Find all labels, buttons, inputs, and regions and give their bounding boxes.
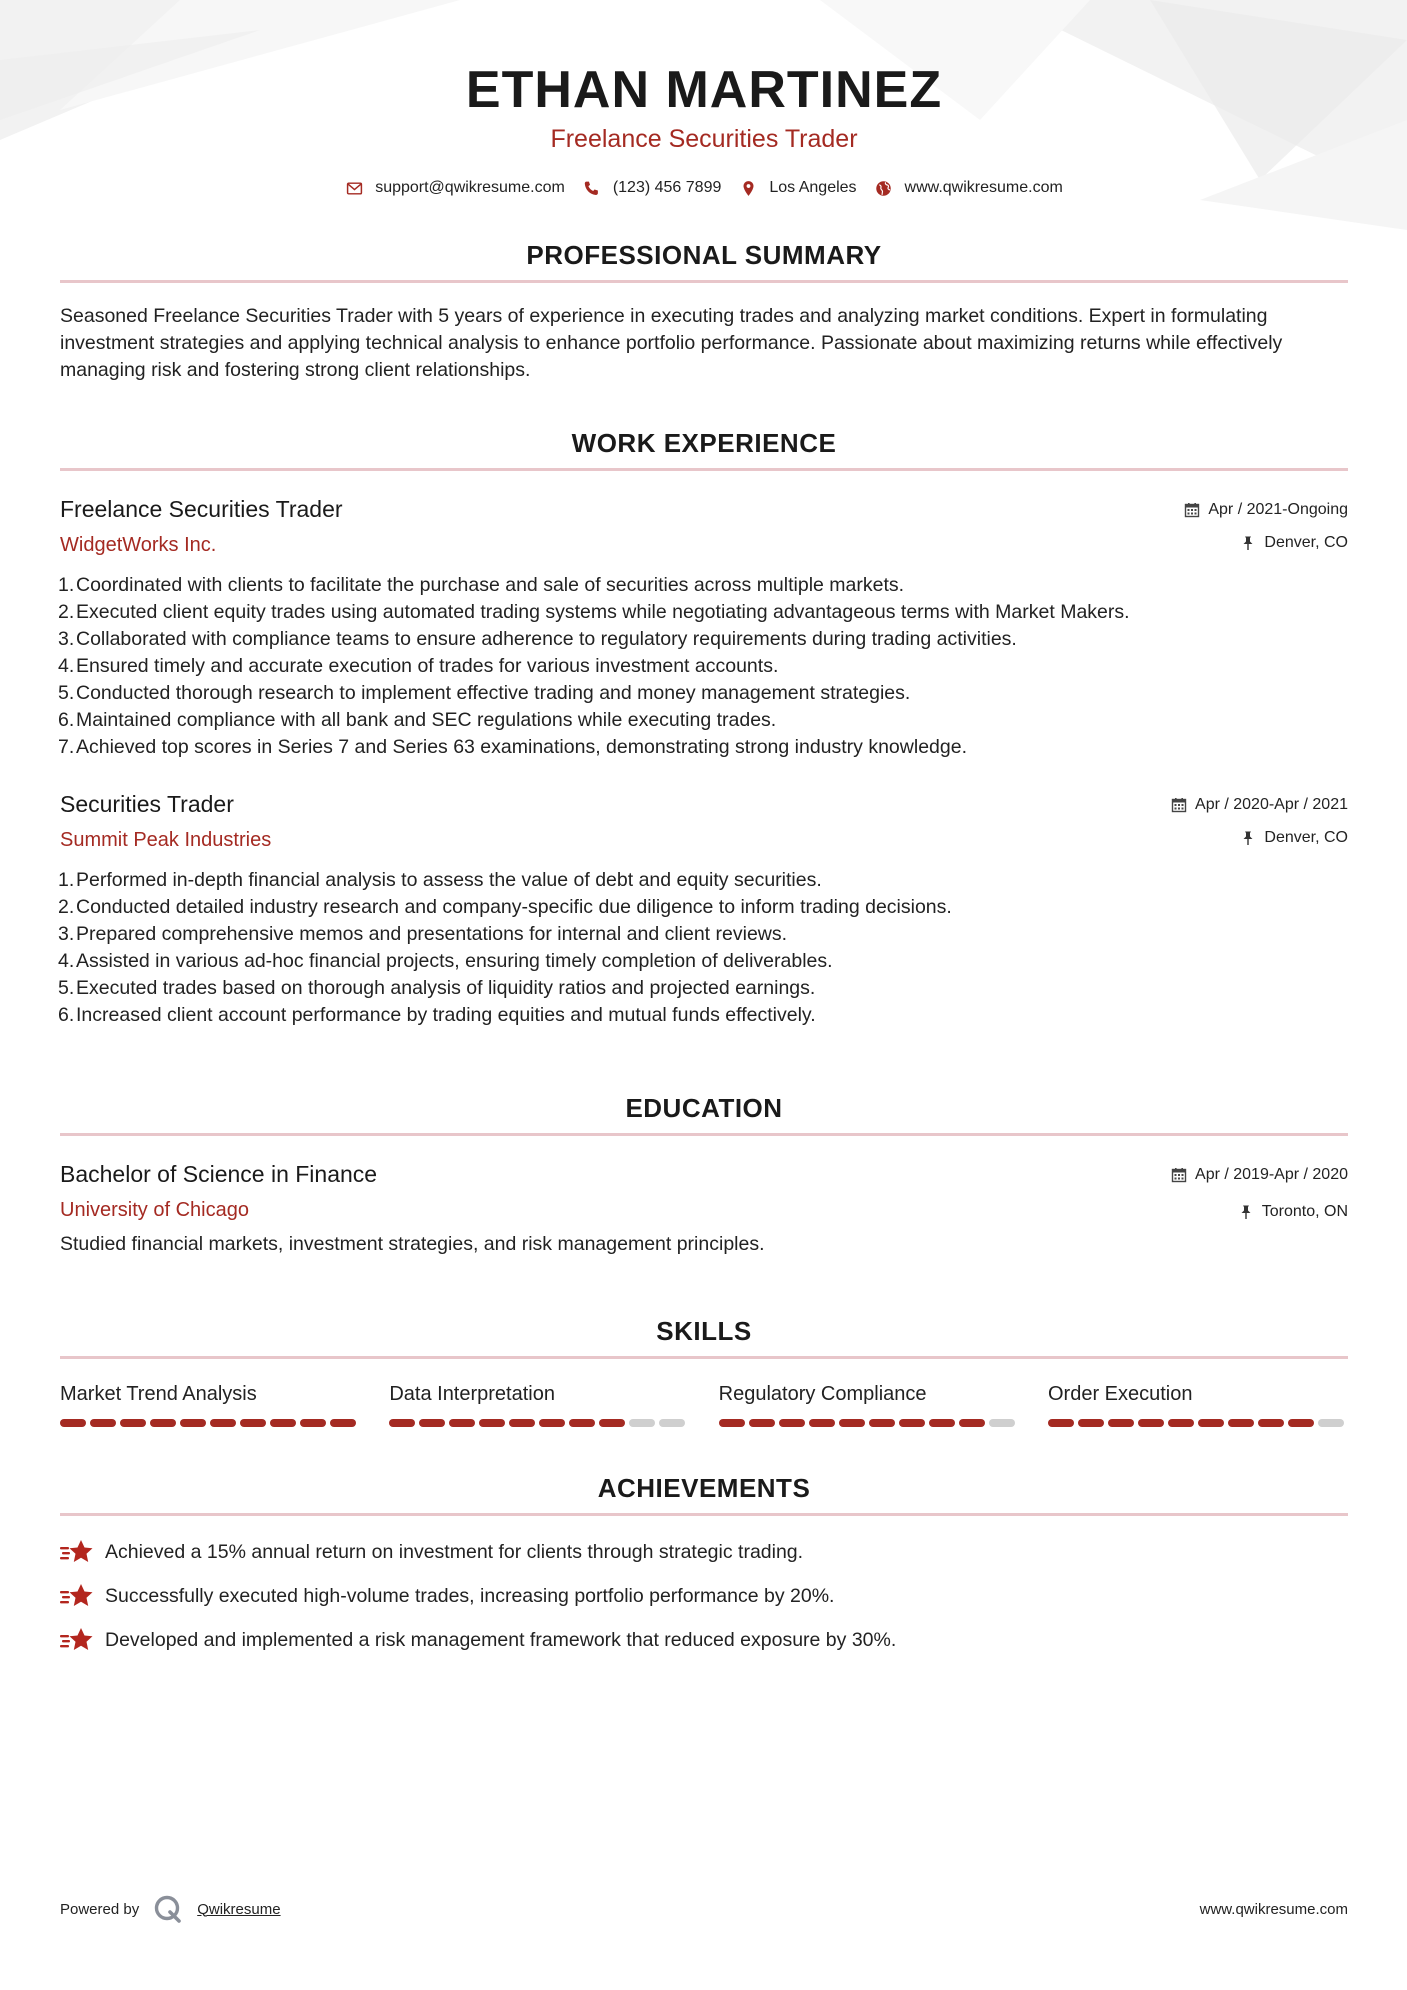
skill-level-segment bbox=[120, 1419, 146, 1427]
skill-level-segment bbox=[719, 1419, 745, 1427]
footer-website[interactable]: www.qwikresume.com bbox=[1199, 1900, 1348, 1918]
skill-level-bar bbox=[1048, 1419, 1348, 1427]
section-divider bbox=[60, 280, 1348, 283]
calendar-icon bbox=[1184, 502, 1200, 518]
skill-level-segment bbox=[1318, 1419, 1344, 1427]
pushpin-icon bbox=[1238, 1204, 1254, 1220]
pushpin-icon bbox=[1240, 830, 1256, 846]
education-entry bbox=[60, 1160, 1348, 1258]
job-company: Summit Peak Industries bbox=[60, 829, 272, 851]
skill-level-segment bbox=[509, 1419, 535, 1427]
calendar-icon bbox=[1171, 797, 1187, 813]
skill-level-segment bbox=[1168, 1419, 1194, 1427]
education-meta bbox=[1171, 1160, 1348, 1223]
job-title: Securities Trader bbox=[60, 791, 234, 817]
skill-level-segment bbox=[1138, 1419, 1164, 1427]
achievement-text: Successfully executed high-volume trades, increasing portfolio performance by 20%. bbox=[105, 1584, 835, 1607]
degree-title: Bachelor of Science in Finance bbox=[60, 1161, 378, 1187]
skill-level-segment bbox=[659, 1419, 685, 1427]
list-item: 1. Performed in-depth financial analysis to assess the value of debt and equity securities. bbox=[58, 869, 822, 891]
skill-level-segment bbox=[989, 1419, 1015, 1427]
achievement-text: Developed and implemented a risk management framework that reduced exposure by 30%. bbox=[105, 1628, 897, 1651]
skill-level-segment bbox=[599, 1419, 625, 1427]
globe-icon bbox=[875, 179, 893, 197]
resume-page bbox=[60, 0, 1348, 1656]
skill-level-segment bbox=[150, 1419, 176, 1427]
job-meta bbox=[1171, 790, 1348, 849]
skill-level-segment bbox=[270, 1419, 296, 1427]
skill-level-segment bbox=[1078, 1419, 1104, 1427]
section-divider bbox=[60, 1133, 1348, 1136]
candidate-role: Freelance Securities Trader bbox=[550, 125, 858, 153]
skill-level-segment bbox=[899, 1419, 925, 1427]
skill-item bbox=[1048, 1381, 1348, 1427]
skill-level-segment bbox=[1288, 1419, 1314, 1427]
skill-level-segment bbox=[60, 1419, 86, 1427]
section-title-summary: PROFESSIONAL SUMMARY bbox=[526, 240, 882, 270]
skill-item bbox=[60, 1381, 360, 1427]
education-location: Toronto, ON bbox=[1261, 1203, 1348, 1220]
skill-level-segment bbox=[929, 1419, 955, 1427]
education-dates: Apr / 2019-Apr / 2020 bbox=[1195, 1166, 1348, 1183]
skill-level-segment bbox=[749, 1419, 775, 1427]
page-footer bbox=[60, 1894, 1348, 1924]
skill-level-segment bbox=[449, 1419, 475, 1427]
list-item: 3. Collaborated with compliance teams to ensure adherence to regulatory requirements during trading activities. bbox=[58, 628, 1017, 650]
star-icon bbox=[60, 1625, 94, 1655]
contact-email-text: support@qwikresume.com bbox=[375, 179, 565, 196]
qwikresume-logo-icon bbox=[153, 1894, 183, 1924]
pushpin-icon bbox=[1240, 535, 1256, 551]
section-title-experience: WORK EXPERIENCE bbox=[571, 428, 837, 458]
skill-name: Market Trend Analysis bbox=[60, 1383, 257, 1405]
education-description: Studied financial markets, investment strategies, and risk management principles. bbox=[60, 1233, 765, 1255]
job-entry bbox=[60, 790, 1348, 1029]
skill-level-segment bbox=[389, 1419, 415, 1427]
contact-location bbox=[739, 179, 856, 197]
skills-grid bbox=[60, 1381, 1348, 1427]
contact-phone-text: (123) 456 7899 bbox=[612, 179, 722, 196]
section-title-skills: SKILLS bbox=[656, 1316, 752, 1346]
powered-by-label: Powered by bbox=[60, 1900, 140, 1918]
skill-level-segment bbox=[240, 1419, 266, 1427]
list-item: 6. Increased client account performance by trading equities and mutual funds effectively. bbox=[58, 1004, 816, 1026]
section-divider bbox=[60, 468, 1348, 471]
skill-level-segment bbox=[1048, 1419, 1074, 1427]
skill-level-segment bbox=[569, 1419, 595, 1427]
phone-icon bbox=[583, 179, 601, 197]
contact-email[interactable] bbox=[345, 179, 565, 197]
list-item: 1. Coordinated with clients to facilitate the purchase and sale of securities across multiple markets. bbox=[58, 574, 905, 596]
skill-level-segment bbox=[300, 1419, 326, 1427]
skill-level-segment bbox=[210, 1419, 236, 1427]
skill-level-segment bbox=[629, 1419, 655, 1427]
list-item bbox=[60, 1580, 1348, 1612]
job-title: Freelance Securities Trader bbox=[60, 496, 343, 522]
list-item: 2. Conducted detailed industry research and company-specific due diligence to inform trading decisions. bbox=[58, 896, 952, 918]
list-item: 7. Achieved top scores in Series 7 and Series 63 examinations, demonstrating strong industry knowledge. bbox=[58, 736, 967, 758]
contact-bar bbox=[60, 176, 1348, 200]
skill-level-segment bbox=[539, 1419, 565, 1427]
job-bullets bbox=[60, 572, 1348, 761]
contact-website-text: www.qwikresume.com bbox=[904, 179, 1063, 196]
skill-level-segment bbox=[90, 1419, 116, 1427]
star-icon bbox=[60, 1581, 94, 1611]
section-title-achievements: ACHIEVEMENTS bbox=[597, 1473, 811, 1503]
job-entry bbox=[60, 495, 1348, 761]
skill-level-segment bbox=[180, 1419, 206, 1427]
skill-level-segment bbox=[479, 1419, 505, 1427]
list-item bbox=[60, 1536, 1348, 1568]
skill-level-segment bbox=[1108, 1419, 1134, 1427]
list-item: 5. Executed trades based on thorough analysis of liquidity ratios and projected earnings. bbox=[58, 977, 816, 999]
achievements-list bbox=[60, 1536, 1348, 1656]
star-icon bbox=[60, 1537, 94, 1567]
school-name: University of Chicago bbox=[60, 1199, 249, 1221]
contact-location-text: Los Angeles bbox=[769, 179, 857, 196]
job-location: Denver, CO bbox=[1264, 829, 1348, 846]
skill-level-segment bbox=[1228, 1419, 1254, 1427]
job-meta bbox=[1184, 495, 1348, 554]
skill-level-segment bbox=[839, 1419, 865, 1427]
map-pin-icon bbox=[739, 179, 757, 197]
envelope-icon bbox=[345, 179, 363, 197]
skill-level-segment bbox=[1258, 1419, 1284, 1427]
skill-level-bar bbox=[719, 1419, 1019, 1427]
list-item bbox=[60, 1624, 1348, 1656]
skill-level-segment bbox=[869, 1419, 895, 1427]
list-item: 5. Conducted thorough research to implement effective trading and money management strategies. bbox=[58, 682, 911, 704]
brand-link[interactable]: Qwikresume bbox=[197, 1900, 281, 1918]
list-item: 6. Maintained compliance with all bank and SEC regulations while executing trades. bbox=[58, 709, 777, 731]
calendar-icon bbox=[1171, 1167, 1187, 1183]
skill-level-bar bbox=[60, 1419, 360, 1427]
skill-level-bar bbox=[389, 1419, 689, 1427]
skill-item bbox=[389, 1381, 689, 1427]
contact-website[interactable] bbox=[875, 179, 1063, 197]
job-dates: Apr / 2020-Apr / 2021 bbox=[1195, 796, 1348, 813]
skill-name: Order Execution bbox=[1047, 1383, 1193, 1405]
list-item: 4. Ensured timely and accurate execution of trades for various investment accounts. bbox=[58, 655, 779, 677]
job-location: Denver, CO bbox=[1264, 534, 1348, 551]
achievement-text: Achieved a 15% annual return on investment for clients through strategic trading. bbox=[105, 1540, 804, 1563]
list-item: 4. Assisted in various ad-hoc financial projects, ensuring timely completion of deliverables. bbox=[58, 950, 833, 972]
skill-name: Regulatory Compliance bbox=[718, 1383, 927, 1405]
section-divider bbox=[60, 1513, 1348, 1516]
skill-level-segment bbox=[330, 1419, 356, 1427]
list-item: 3. Prepared comprehensive memos and presentations for internal and client reviews. bbox=[58, 923, 788, 945]
section-divider bbox=[60, 1356, 1348, 1359]
skill-level-segment bbox=[1198, 1419, 1224, 1427]
skill-item bbox=[719, 1381, 1019, 1427]
candidate-name: ETHAN MARTINEZ bbox=[465, 61, 943, 119]
list-item: 2. Executed client equity trades using automated trading systems while negotiating advantageous terms with Market Makers. bbox=[58, 601, 1130, 623]
skill-level-segment bbox=[959, 1419, 985, 1427]
skill-name: Data Interpretation bbox=[389, 1383, 555, 1405]
job-bullets bbox=[60, 867, 1348, 1029]
powered-by bbox=[60, 1894, 281, 1924]
skill-level-segment bbox=[419, 1419, 445, 1427]
skill-level-segment bbox=[809, 1419, 835, 1427]
job-dates: Apr / 2021-Ongoing bbox=[1208, 501, 1348, 518]
job-company: WidgetWorks Inc. bbox=[60, 534, 217, 556]
contact-phone[interactable] bbox=[583, 179, 722, 197]
skill-level-segment bbox=[779, 1419, 805, 1427]
summary-text: Seasoned Freelance Securities Trader with 5 years of experience in executing trades and analyzing market conditions. Expert in formulating investment strategies and applying technical analysis to enhance portfolio performance. Passionate about maximizing returns while effectively managing risk and fostering strong client relationships. bbox=[60, 305, 1283, 381]
section-title-education: EDUCATION bbox=[625, 1093, 783, 1123]
